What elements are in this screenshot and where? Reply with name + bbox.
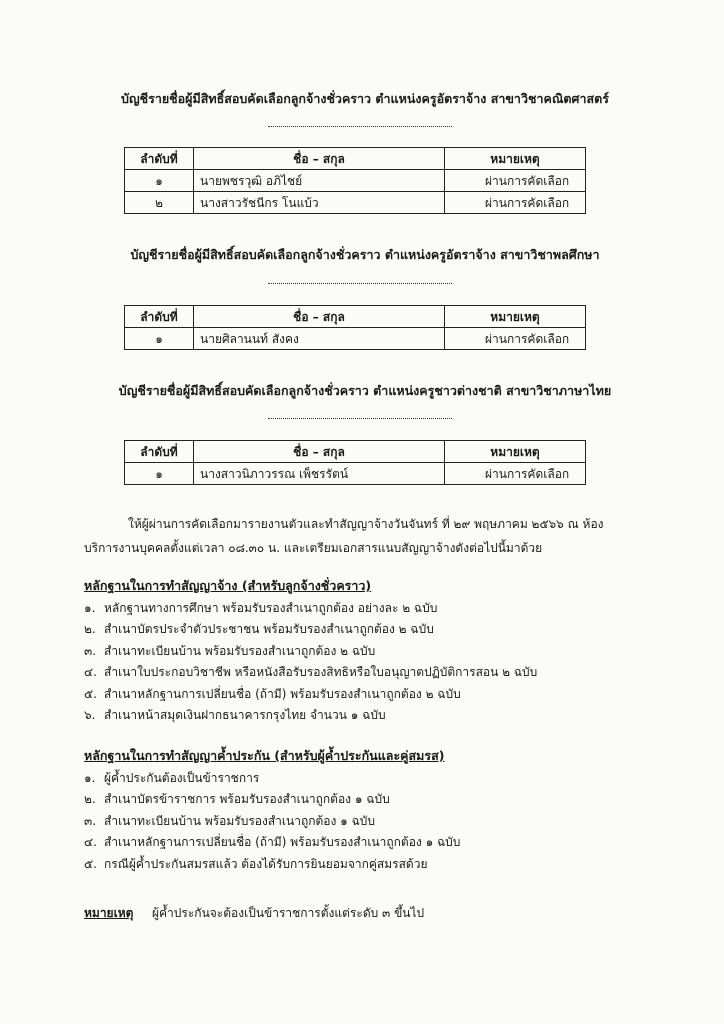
cell-remark: ผ่านการคัดเลือก — [445, 463, 586, 485]
dotted-divider — [268, 418, 452, 419]
instruction-line-2: บริการงานบุคคลตั้งแต่เวลา ๐๘.๓๐ น. และเตรียมเอกสารแนบสัญญาจ้างดังต่อไปนี้มาด้วย — [84, 541, 543, 555]
item-text: สำเนาบัตรข้าราชการ พร้อมรับรองสำเนาถูกต้อง ๑ ฉบับ — [104, 792, 390, 807]
note-label: หมายเหตุ — [84, 906, 134, 920]
instruction-paragraph — [84, 512, 644, 560]
section2-table — [124, 305, 586, 350]
cell-remark: ผ่านการคัดเลือก — [445, 328, 586, 350]
table-row — [125, 170, 586, 192]
cell-order: ๒ — [125, 192, 194, 214]
item-text: สำเนาทะเบียนบ้าน พร้อมรับรองสำเนาถูกต้อง ๒ ฉบับ — [104, 643, 376, 658]
section1-table — [124, 147, 586, 214]
guarantee-evidence-title: หลักฐานในการทำสัญญาค้ำประกัน (สำหรับผู้ค้ำประกันและคู่สมรส) — [84, 748, 445, 763]
item-number: ๒. — [84, 792, 96, 807]
table-row — [125, 192, 586, 214]
item-text: กรณีผู้ค้ำประกันสมรสแล้ว ต้องได้รับการยินยอมจากคู่สมรสด้วย — [104, 856, 428, 871]
dotted-divider — [268, 126, 452, 127]
cell-name: นายศิลานนท์ สังคง — [194, 328, 445, 350]
table-header-row — [125, 148, 586, 170]
contract-evidence-title: หลักฐานในการทำสัญญาจ้าง (สำหรับลูกจ้างชั่วคราว) — [84, 578, 372, 593]
column-header-name: ชื่อ – สกุล — [194, 148, 445, 170]
dotted-divider — [268, 283, 452, 284]
item-text: สำเนาบัตรประจำตัวประชาชน พร้อมรับรองสำเนาถูกต้อง ๒ ฉบับ — [104, 622, 434, 637]
item-number: ๔. — [84, 835, 97, 850]
item-number: ๓. — [84, 813, 97, 828]
item-text: สำเนาทะเบียนบ้าน พร้อมรับรองสำเนาถูกต้อง ๑ ฉบับ — [104, 813, 375, 828]
column-header-order: ลำดับที่ — [125, 148, 194, 170]
item-number: ๓. — [84, 643, 97, 658]
column-header-name: ชื่อ – สกุล — [194, 306, 445, 328]
list-item — [84, 789, 460, 810]
list-item — [84, 662, 537, 683]
list-item — [84, 811, 460, 832]
list-item — [84, 598, 537, 619]
cell-remark: ผ่านการคัดเลือก — [445, 192, 586, 214]
cell-name: นายพชรวุฒิ อภิไชย์ — [194, 170, 445, 192]
item-text: หลักฐานทางการศึกษา พร้อมรับรองสำเนาถูกต้อง อย่างละ ๒ ฉบับ — [104, 601, 438, 615]
list-item — [84, 768, 460, 789]
item-text: สำเนาหลักฐานการเปลี่ยนชื่อ (ถ้ามี) พร้อมรับรองสำเนาถูกต้อง ๑ ฉบับ — [104, 835, 461, 850]
table-row — [125, 328, 586, 350]
note — [84, 904, 424, 923]
item-number: ๑. — [84, 771, 96, 785]
table-row — [125, 463, 586, 485]
item-number: ๕. — [84, 856, 97, 871]
column-header-remark: หมายเหตุ — [445, 441, 586, 463]
cell-order: ๑ — [125, 170, 194, 192]
cell-name: นางสาวรัชนีกร โนแบ้ว — [194, 192, 445, 214]
item-text: สำเนาใบประกอบวิชาชีพ หรือหนังสือรับรองสิทธิหรือใบอนุญาตปฏิบัติการสอน ๒ ฉบับ — [104, 665, 538, 680]
section2-heading: บัญชีรายชื่อผู้มีสิทธิ์สอบคัดเลือกลูกจ้างชั่วคราว ตำแหน่งครูอัตราจ้าง สาขาวิชาพลศึกษา — [130, 247, 600, 262]
column-header-remark: หมายเหตุ — [445, 148, 586, 170]
list-item — [84, 641, 537, 662]
item-number: ๕. — [84, 686, 97, 701]
column-header-remark: หมายเหตุ — [445, 306, 586, 328]
cell-name: นางสาวนิภาวรรณ เพ็ชรรัตน์ — [194, 463, 445, 485]
cell-order: ๑ — [125, 463, 194, 485]
column-header-order: ลำดับที่ — [125, 441, 194, 463]
item-text: ผู้ค้ำประกันต้องเป็นข้าราชการ — [104, 771, 260, 785]
guarantee-evidence-list — [84, 768, 460, 875]
item-number: ๒. — [84, 622, 96, 637]
table-header-row — [125, 441, 586, 463]
item-number: ๑. — [84, 601, 96, 615]
section3-table — [124, 440, 586, 485]
list-item — [84, 832, 460, 853]
contract-evidence-list — [84, 598, 537, 726]
list-item — [84, 854, 460, 875]
note-text: ผู้ค้ำประกันจะต้องเป็นข้าราชการตั้งแต่ระดับ ๓ ขึ้นไป — [152, 906, 425, 920]
list-item — [84, 684, 537, 705]
column-header-order: ลำดับที่ — [125, 306, 194, 328]
item-text: สำเนาหลักฐานการเปลี่ยนชื่อ (ถ้ามี) พร้อมรับรองสำเนาถูกต้อง ๒ ฉบับ — [104, 686, 461, 701]
item-number: ๔. — [84, 665, 97, 680]
section1-heading: บัญชีรายชื่อผู้มีสิทธิ์สอบคัดเลือกลูกจ้างชั่วคราว ตำแหน่งครูอัตราจ้าง สาขาวิชาคณิตศาสตร์ — [121, 91, 609, 106]
list-item — [84, 619, 537, 640]
instruction-line-1: ให้ผู้ผ่านการคัดเลือกมารายงานตัวและทำสัญญาจ้างวันจันทร์ ที่ ๒๙ พฤษภาคม ๒๕๖๖ ณ ห้อง — [128, 517, 604, 531]
item-number: ๖. — [84, 708, 96, 723]
section3-heading: บัญชีรายชื่อผู้มีสิทธิ์สอบคัดเลือกลูกจ้างชั่วคราว ตำแหน่งครูชาวต่างชาติ สาขาวิชาภาษาไทย — [118, 383, 612, 398]
list-item — [84, 705, 537, 726]
cell-order: ๑ — [125, 328, 194, 350]
cell-remark: ผ่านการคัดเลือก — [445, 170, 586, 192]
column-header-name: ชื่อ – สกุล — [194, 441, 445, 463]
table-header-row — [125, 306, 586, 328]
item-text: สำเนาหน้าสมุดเงินฝากธนาคารกรุงไทย จำนวน ๑ ฉบับ — [104, 708, 386, 723]
